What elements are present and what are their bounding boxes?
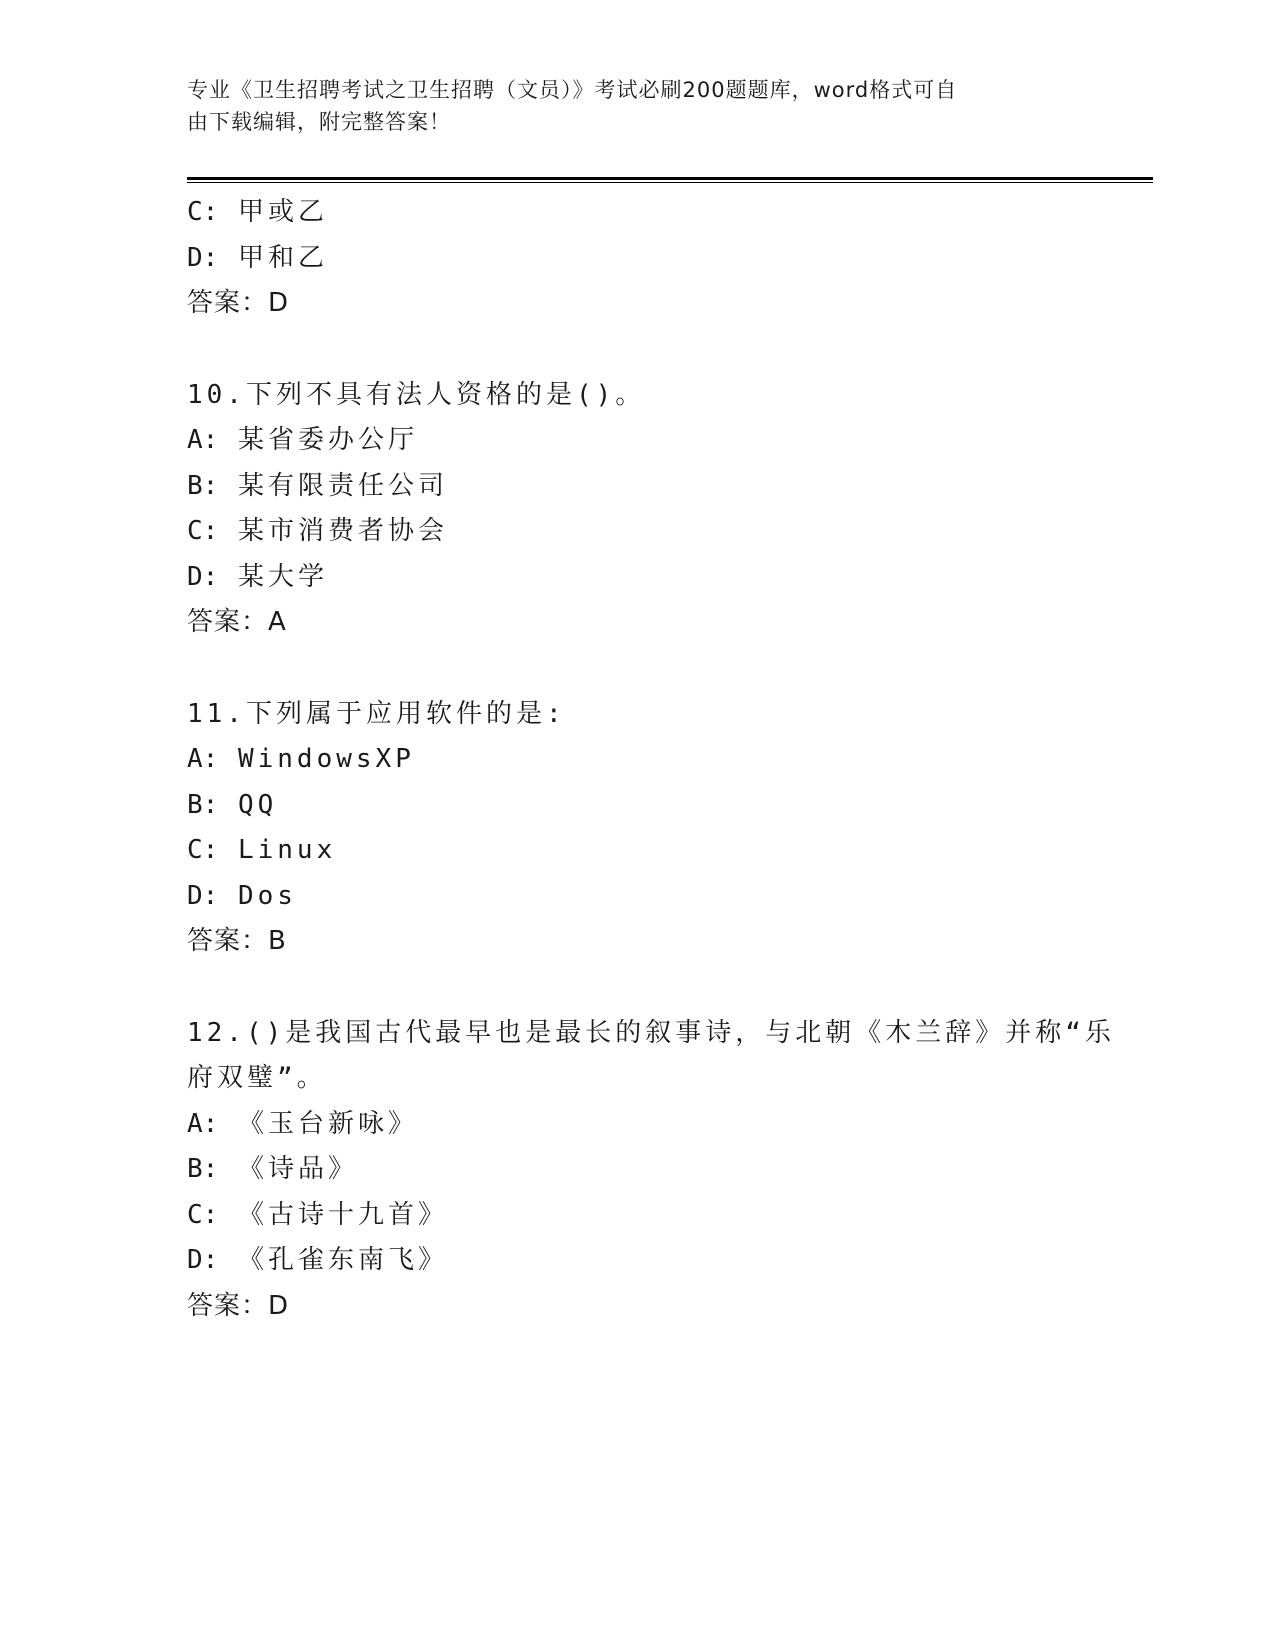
answer-line: 答案：D (187, 1290, 290, 1321)
option-d: D: 《孔雀东南飞》 (187, 1245, 448, 1275)
option-b: B: 《诗品》 (187, 1154, 358, 1184)
answer-line: 答案：B (187, 926, 287, 956)
question-9-tail (187, 190, 1087, 327)
document-header (187, 74, 1067, 138)
header-divider-thick (187, 177, 1153, 180)
option-d: D: 甲和乙 (187, 242, 328, 273)
option-c: C: 《古诗十九首》 (187, 1199, 448, 1230)
header-line-2: 由下载编辑，附完整答案！ (187, 110, 451, 134)
question-stem-line-1: 12.()是我国古代最早也是最长的叙事诗，与北朝《木兰辞》并称“乐 (187, 1017, 1115, 1048)
question-stem: 10.下列不具有法人资格的是()。 (187, 379, 646, 410)
question-10 (187, 373, 1087, 646)
option-b: B: QQ (187, 789, 278, 820)
option-c: C: 某市消费者协会 (187, 516, 448, 546)
question-stem: 11.下列属于应用软件的是: (187, 698, 566, 729)
answer-line: 答案：D (187, 288, 290, 318)
question-11 (187, 692, 1087, 965)
option-d: D: Dos (187, 880, 297, 911)
answer-line: 答案：A (187, 607, 287, 637)
question-list (187, 190, 1115, 1329)
question-12 (187, 1011, 1115, 1330)
option-a: A: WindowsXP (187, 744, 415, 774)
header-line-1: 专业《卫生招聘考试之卫生招聘（文员）》考试必刷200题题库，word格式可自 (187, 78, 958, 102)
option-c: C: Linux (187, 835, 337, 865)
option-c: C: 甲或乙 (187, 197, 328, 227)
question-stem-line-2: 府双璧”。 (187, 1063, 327, 1093)
header-divider-thin (187, 182, 1153, 183)
option-d: D: 某大学 (187, 561, 328, 592)
option-a: A: 《玉台新咏》 (187, 1108, 418, 1139)
option-b: B: 某有限责任公司 (187, 470, 448, 501)
option-a: A: 某省委办公厅 (187, 425, 418, 455)
